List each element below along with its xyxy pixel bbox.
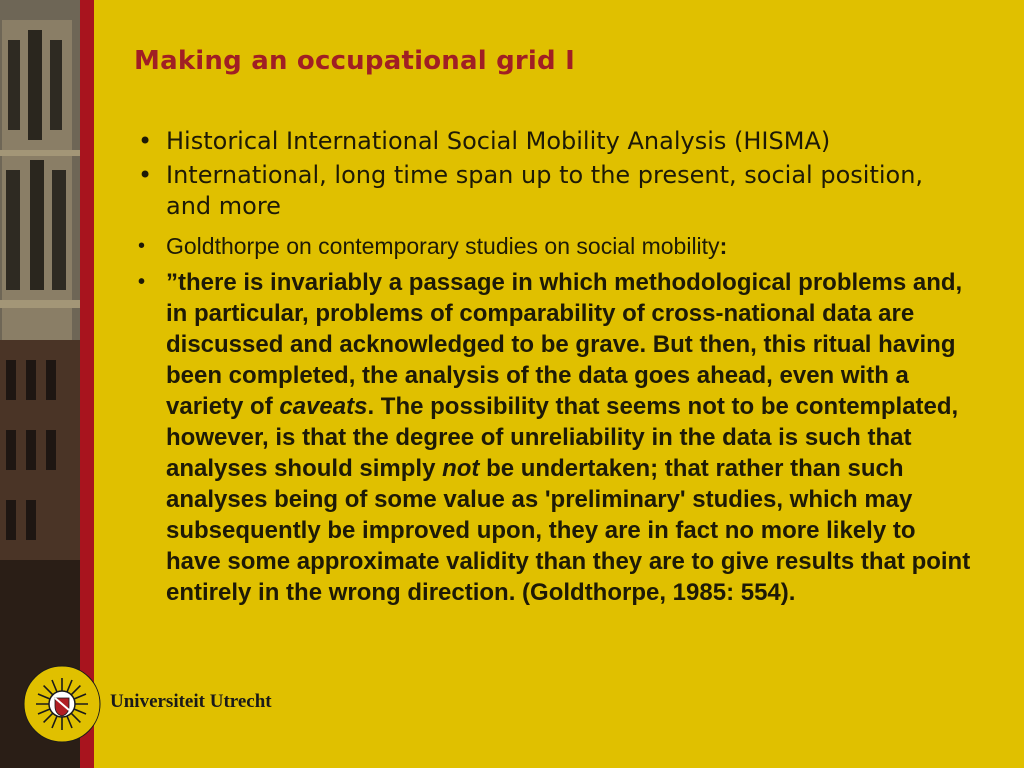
bullet-text: Goldthorpe on contemporary studies on social mobility [166,233,720,259]
quote-bullet [134,267,974,608]
bullet-dot: • [138,271,146,293]
slide-title: Making an occupational grid I [134,46,575,76]
bullet-item [134,160,974,222]
quote-emphasis-not: not [442,455,480,482]
bullet-dot: • [138,235,146,257]
tower-illustration [0,0,80,768]
bullet-dot: • [138,161,153,189]
bullet-colon: : [719,233,728,259]
university-name: Universiteit Utrecht [110,691,272,712]
quote-text-1: ”there is invariably a passage in which methodological problems and, in particular, problems of comparability of cross-national data are discussed and acknowledged to be grave. But then, this ritual having been completed, the analysis of the data goes ahead, even with a variety of [166,269,963,420]
bullet-item [134,126,974,157]
quote-text-2: . The possibility that seems not to be contemplated, however, is that the degree of unreliability in the data is such that analyses should simply [166,393,959,482]
university-seal-icon [22,664,102,744]
bullet-text: International, long time span up to the present, social position, and more [166,161,924,220]
quote-text-3: be undertaken; that rather than such analyses being of some value as 'preliminary' studies, which may subsequently be improved upon, they are in fact no more likely to have some approximate validity than they are to give results that point entirely in the wrong direction. (Goldthorpe, 1985: 554). [166,455,971,606]
quote-emphasis-caveats: caveats [279,393,368,420]
accent-bar [80,0,94,768]
bullet-item [134,231,974,261]
bullet-dot: • [138,127,153,155]
bullet-text: Historical International Social Mobility Analysis (HISMA) [166,127,831,155]
tower-photo [0,0,80,768]
slide-content [94,0,1024,768]
bullet-list [134,126,974,608]
